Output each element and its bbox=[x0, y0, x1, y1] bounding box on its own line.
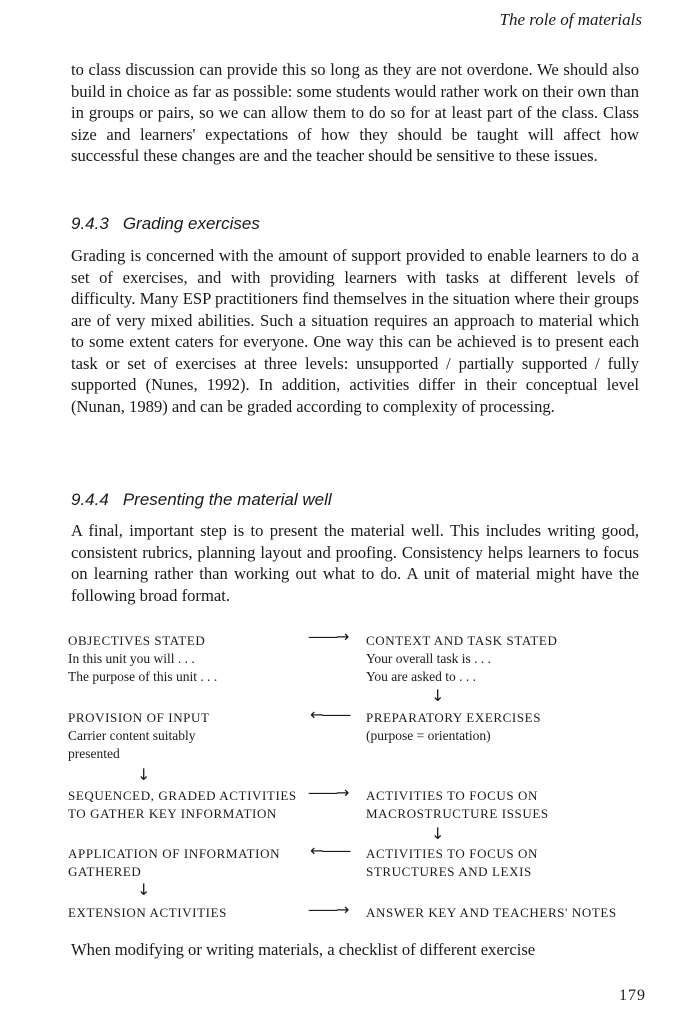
arrow-left-icon: ←—— bbox=[310, 705, 350, 724]
section-title: Presenting the material well bbox=[122, 490, 332, 509]
running-head: The role of materials bbox=[499, 10, 642, 29]
box-input bbox=[68, 709, 210, 763]
box-title: OBJECTIVES STATED bbox=[68, 633, 206, 648]
arrow-down-icon: ↓ bbox=[137, 880, 151, 899]
arrow-right-icon: ——→ bbox=[308, 900, 348, 919]
paragraph-presenting: A final, important step is to present the material well. This includes writing good, consistent rubrics, planning layout and proofing. Consistency helps learners to focus on learning rather than working out what to do. A unit of material might have the following broad format. bbox=[71, 521, 639, 605]
arrow-left-icon: ←—— bbox=[310, 841, 350, 860]
box-line: Carrier content suitably bbox=[68, 728, 196, 743]
paragraph-grading: Grading is concerned with the amount of support provided to enable learners to do a set of exercises, and with providing learners with tasks at different levels of difficulty. Many ESP practitioners find themselves in the situation where their groups are of very mixed abilities. Such a situation requires an approach to material which to some extent caters for everyone. One way this can be achieved is to present each task or set of exercises at three levels: unsupported / partially supported / fully supported (Nunes, 1992). In addition, activities differ in their conceptual level (Nunan, 1989) and can be graded according to complexity of processing. bbox=[71, 246, 639, 416]
box-line: In this unit you will . . . bbox=[68, 651, 195, 666]
page-number: 179 bbox=[619, 987, 646, 1004]
section-title: Grading exercises bbox=[122, 214, 260, 233]
box-answer bbox=[366, 904, 617, 922]
box-title: APPLICATION OF INFORMATION bbox=[68, 846, 281, 861]
arrow-down-icon: ↓ bbox=[431, 824, 445, 843]
box-preparatory bbox=[366, 709, 541, 745]
section-number: 9.4.3 bbox=[71, 214, 109, 233]
box-title: TO GATHER KEY INFORMATION bbox=[68, 806, 277, 821]
box-extension bbox=[68, 904, 227, 922]
box-line: Your overall task is . . . bbox=[366, 651, 492, 666]
paragraph-class-discussion: to class discussion can provide this so long as they are not overdone. We should also build in choice as far as possible: some students would rather work on their own than in groups or pairs, so we can allow them to do so for at least part of the class. Class size and learners' expectations of how they should be taught will affect how successful these changes are and the teacher should be sensitive to these issues. bbox=[71, 60, 639, 165]
box-line: presented bbox=[68, 746, 120, 761]
arrow-down-icon: ↓ bbox=[431, 686, 445, 705]
box-sequenced bbox=[68, 787, 297, 823]
box-objectives bbox=[68, 632, 217, 686]
box-title: STRUCTURES AND LEXIS bbox=[366, 864, 532, 879]
box-title: GATHERED bbox=[68, 864, 142, 879]
box-title: EXTENSION ACTIVITIES bbox=[68, 905, 227, 920]
paragraph-checklist: When modifying or writing materials, a checklist of different exercise bbox=[71, 940, 536, 959]
box-line: You are asked to . . . bbox=[366, 669, 476, 684]
box-application bbox=[68, 845, 280, 881]
box-title: MACROSTRUCTURE ISSUES bbox=[366, 806, 549, 821]
box-structures bbox=[366, 845, 538, 881]
box-line: (purpose = orientation) bbox=[366, 728, 491, 743]
box-macro bbox=[366, 787, 549, 823]
box-line: The purpose of this unit . . . bbox=[68, 669, 218, 684]
box-title: PROVISION OF INPUT bbox=[68, 710, 210, 725]
arrow-down-icon: ↓ bbox=[137, 765, 151, 784]
arrow-right-icon: ——→ bbox=[308, 783, 348, 802]
box-title: CONTEXT AND TASK STATED bbox=[366, 633, 558, 648]
arrow-right-icon: ——→ bbox=[308, 627, 348, 646]
box-title: PREPARATORY EXERCISES bbox=[366, 710, 542, 725]
box-title: ACTIVITIES TO FOCUS ON bbox=[366, 846, 538, 861]
box-context bbox=[366, 632, 557, 686]
box-title: ANSWER KEY AND TEACHERS' NOTES bbox=[366, 905, 617, 920]
box-title: ACTIVITIES TO FOCUS ON bbox=[366, 788, 538, 803]
section-number: 9.4.4 bbox=[71, 490, 109, 509]
box-title: SEQUENCED, GRADED ACTIVITIES bbox=[68, 788, 297, 803]
